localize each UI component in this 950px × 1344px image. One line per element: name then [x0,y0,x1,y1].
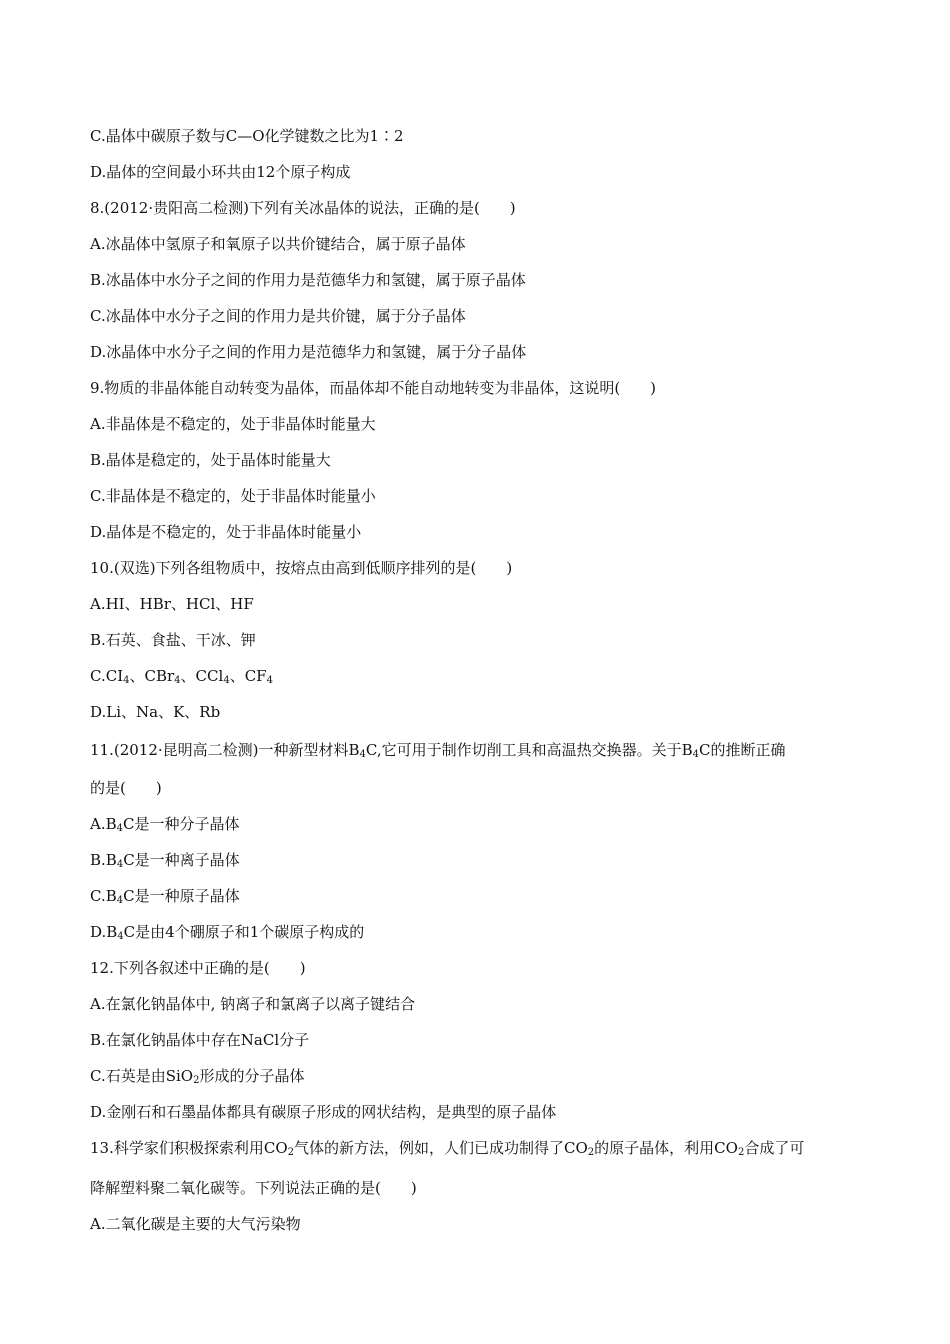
q9-option-c: C.非晶体是不稳定的，处于非晶体时能量小 [90,487,376,505]
q7-option-c: C.晶体中碳原子数与C—O化学键数之比为1∶2 [90,127,404,145]
q10-option-b: B.石英、食盐、干冰、钾 [90,631,256,649]
q12-stem: 12.下列各叙述中正确的是( ) [90,959,306,977]
q13-option-a: A.二氧化碳是主要的大气污染物 [90,1215,301,1233]
q12-option-c: C.石英是由SiO$_2$形成的分子晶体 [90,1067,305,1086]
q10-option-c: $C.CI_4$、CBr$_4$、CCl$_4$、$CF_4$ [90,667,273,686]
q9-option-d: D.晶体是不稳定的，处于非晶体时能量小 [90,523,362,541]
q11-stem-line1: 11.(2012·昆明高二检测)一种新型材料$B_4C$,它可用于制作切削工具和高温热交换器。关于$B_4C$的推断正确 [90,741,786,760]
q9-option-a: A.非晶体是不稳定的，处于非晶体时能量大 [90,415,376,433]
q9-option-b: B.晶体是稳定的，处于晶体时能量大 [90,451,331,469]
q11-option-d: $D.B_4C$是由4个硼原子和1个碳原子构成的 [90,923,365,942]
q13-stem-line2: 降解塑料聚二氧化碳等。下列说法正确的是( ) [90,1179,417,1197]
q7-option-d: D.晶体的空间最小环共由12个原子构成 [90,163,351,181]
q12-option-a: A.在氯化钠晶体中, 钠离子和氯离子以离子键结合 [90,995,416,1013]
q8-option-d: D.冰晶体中水分子之间的作用力是范德华力和氢键，属于分子晶体 [90,343,527,361]
q10-option-a: A.HI、HBr、HCl、HF [90,595,254,613]
q10-option-d: D.Li、Na、K、Rb [90,703,221,721]
q8-option-b: B.冰晶体中水分子之间的作用力是范德华力和氢键，属于原子晶体 [90,271,526,289]
q12-option-b: B.在氯化钠晶体中存在NaCl分子 [90,1031,310,1049]
q11-option-a: $A.B_4C$是一种分子晶体 [90,815,240,834]
q8-option-a: A.冰晶体中氢原子和氧原子以共价键结合，属于原子晶体 [90,235,466,253]
q13-stem-line1: 13.科学家们积极探索利用$CO_2$气体的新方法，例如，人们已成功制得了$CO_2$的原子晶体，利用$CO_2$合成了可 [90,1139,805,1158]
q8-stem: 8.(2012·贵阳高二检测)下列有关冰晶体的说法，正确的是( ) [90,199,516,217]
q10-stem: 10.(双选)下列各组物质中，按熔点由高到低顺序排列的是( ) [90,559,513,577]
q11-option-c: $C.B_4C$是一种原子晶体 [90,887,240,906]
q11-option-b: $B.B_4C$是一种离子晶体 [90,851,240,870]
q9-stem: 9.物质的非晶体能自动转变为晶体，而晶体却不能自动地转变为非晶体，这说明( ) [90,379,657,397]
q12-option-d: D.金刚石和石墨晶体都具有碳原子形成的网状结构，是典型的原子晶体 [90,1103,557,1121]
q8-option-c: C.冰晶体中水分子之间的作用力是共价键，属于分子晶体 [90,307,466,325]
q11-stem-line2: 的是( ) [90,779,162,797]
